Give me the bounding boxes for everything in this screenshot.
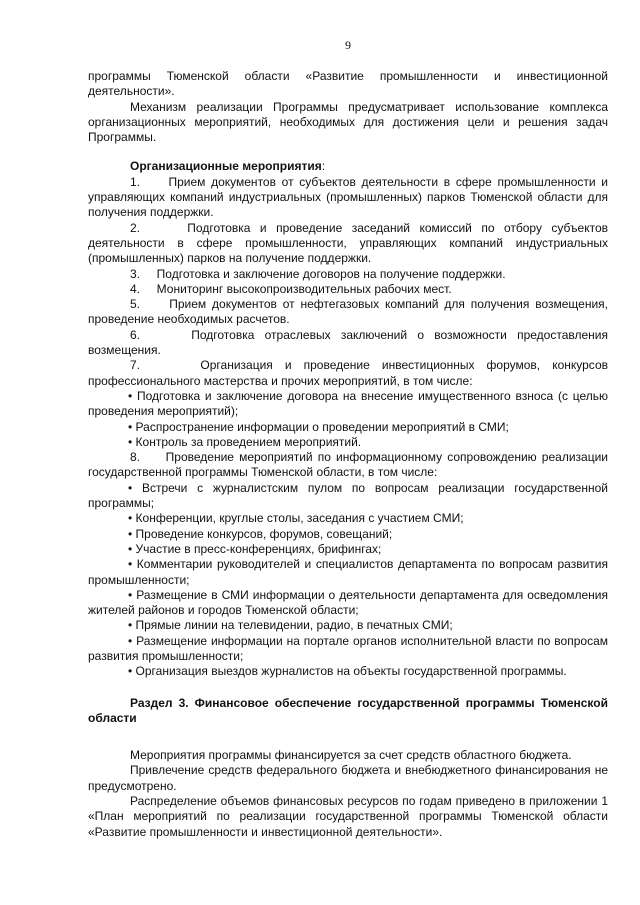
finance-paragraph-2: Привлечение средств федерального бюджета и внебюджетного финансирования не предусмотрено. [88, 763, 608, 793]
bullet-8-4: • Участие в пресс-конференциях, брифингах; [128, 541, 382, 556]
spacer [88, 726, 608, 748]
bullet-8-3: • Проведение конкурсов, форумов, совещаний; [128, 526, 393, 541]
finance-paragraph-3: Распределение объемов финансовых ресурсов по годам приведено в приложении 1 «План мероприятий по реализации государственной программы Тюменской области «Развитие промышленности и инвестиционной деятельности». [88, 794, 608, 839]
bullet-7-3: • Контроль за проведением мероприятий. [128, 434, 362, 449]
list-item-7: 7. Организация и проведение инвестиционных форумов, конкурсов профессионального мастерства и прочих мероприятий, в том числе: [88, 358, 608, 388]
bullet-8-9: • Организация выездов журналистов на объекты государственной программы. [128, 664, 567, 679]
paragraph-continuation: программы Тюменской области «Развитие промышленности и инвестиционной деятельности». [88, 69, 608, 99]
bullet-8-5: • Комментарии руководителей и специалистов департамента по вопросам развития промышленности; [88, 557, 608, 587]
bullet-8-2: • Конференции, круглые столы, заседания с участием СМИ; [128, 511, 464, 526]
org-heading-line [88, 159, 608, 174]
bullet-8-7: • Прямые линии на телевидении, радио, в печатных СМИ; [128, 618, 453, 633]
section-3-heading: Раздел 3. Финансовое обеспечение государственной программы Тюменской области [88, 695, 608, 725]
spacer [88, 145, 608, 159]
list-item-1: 1. Прием документов от субъектов деятельности в сфере промышленности и управляющих компаний индустриальных (промышленных) парков Тюменской области для получения поддержки. [88, 174, 608, 220]
org-heading: Организационные мероприятия [130, 159, 322, 174]
bullet-8-6: • Размещение в СМИ информации о деятельности департамента для осведомления жителей районов и городов Тюменской области; [88, 587, 608, 618]
bullet-7-1: • Подготовка и заключение договора на внесение имущественного взноса (с целью проведения мероприятий); [88, 388, 608, 419]
list-item-3: 3. Подготовка и заключение договоров на получение поддержки. [130, 266, 506, 281]
bullet-7-2: • Распространение информации о проведении мероприятий в СМИ; [128, 419, 509, 434]
list-item-2: 2. Подготовка и проведение заседаний комиссий по отбору субъектов деятельности в сфере промышленности, управляющих компаний индустриальных (промышленных) парков на получение поддержки. [88, 220, 608, 266]
list-item-5: 5. Прием документов от нефтегазовых компаний для получения возмещения, проведение необходимых расчетов. [88, 297, 608, 327]
bullet-8-8: • Размещение информации на портале органов исполнительной власти по вопросам развития промышленности; [88, 633, 608, 663]
bullet-8-1: • Встречи с журналистским пулом по вопросам реализации государственной программы; [88, 480, 608, 511]
paragraph-mechanism: Механизм реализации Программы предусматривает использование комплекса организационных мероприятий, необходимых для достижения цели и решения задач Программы. [88, 99, 608, 145]
spacer [88, 680, 608, 696]
finance-paragraph-1: Мероприятия программы финансируется за счет средств областного бюджета. [130, 748, 572, 763]
org-heading-colon: : [321, 159, 326, 174]
list-item-6: 6. Подготовка отраслевых заключений о возможности предоставления возмещения. [88, 327, 608, 358]
page-number: 9 [345, 38, 351, 52]
list-item-4: 4. Мониторинг высокопроизводительных рабочих мест. [130, 281, 452, 296]
list-item-8: 8. Проведение мероприятий по информационному сопровождению реализации государственной программы Тюменской области, в том числе: [88, 450, 608, 480]
